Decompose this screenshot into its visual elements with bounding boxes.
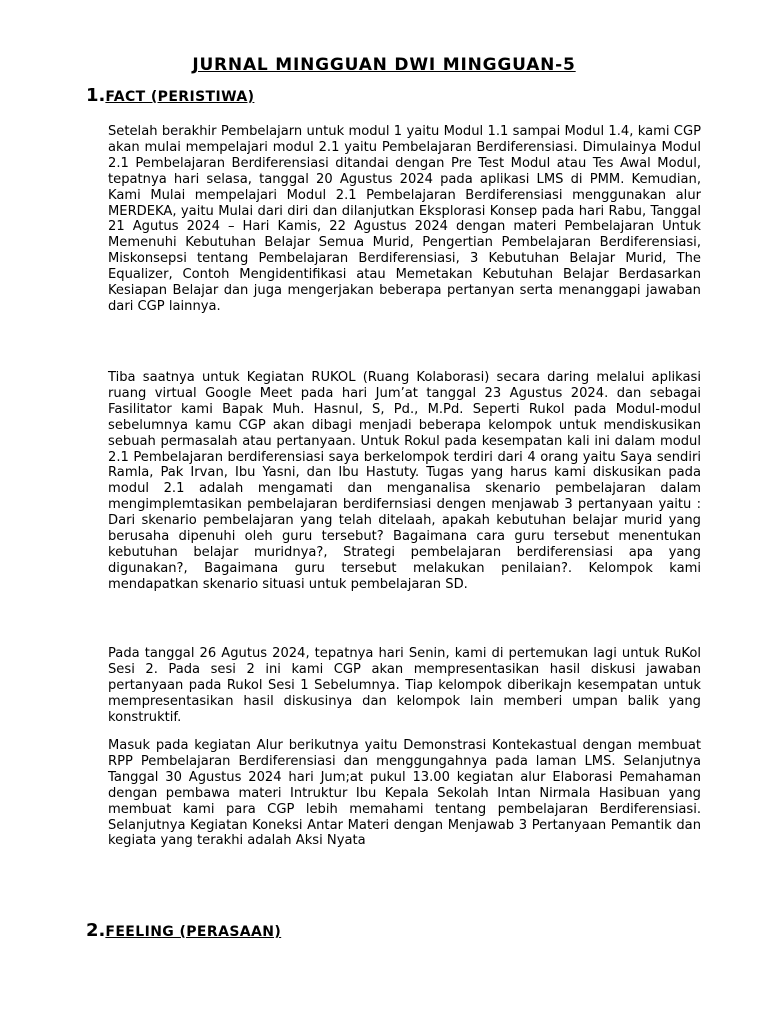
section-heading-fact xyxy=(86,85,254,106)
section-number: 1. xyxy=(86,85,106,106)
section-number: 2. xyxy=(86,920,106,941)
paragraph-rukol-sesi-2: Pada tanggal 26 Agutus 2024, tepatnya hari Senin, kami di pertemukan lagi untuk RuKol Sesi 2. Pada sesi 2 ini kami CGP akan mempresentasikan hasil diskusi jawaban pertanyaan pada Rukol Sesi 1 Sebelumnya. Tiap kelompok diberikajn kesempatan untuk mempresentasikan hasil diskusinya dan kelompok lain memberi umpan balik yang konstruktif. xyxy=(108,646,701,725)
paragraph-demonstrasi-elaborasi: Masuk pada kegiatan Alur berikutnya yaitu Demonstrasi Kontekastual dengan membuat RPP Pembelajaran Berdiferensiasi dan menggungahnya pada laman LMS. Selanjutnya Tanggal 30 Agustus 2024 hari Jum;at pukul 13.00 kegiatan alur Elaborasi Pemahaman dengan pembawa materi Intruktur Ibu Kepala Sekolah Intan Nirmala Hasibuan yang membuat kami para CGP lebih memahami tentang pembelajaran Berdiferensiasi. Selanjutnya Kegiatan Koneksi Antar Materi dengan Menjawab 3 Pertanyaan Pemantik dan kegiata yang terakhi adalah Aksi Nyata xyxy=(108,738,701,849)
section-heading-feeling xyxy=(86,920,281,941)
paragraph-modul-overview: Setelah berakhir Pembelajarn untuk modul 1 yaitu Modul 1.1 sampai Modul 1.4, kami CGP akan mulai mempelajari modul 2.1 yaitu Pembelajaran Berdiferensiasi. Dimulainya Modul 2.1 Pembelajaran Berdiferensiasi ditandai dengan Pre Test Modul atau Tes Awal Modul, tepatnya hari selasa, tanggal 20 Agustus 2024 pada aplikasi LMS di PMM. Kemudian, Kami Mulai mempelajari Modul 2.1 Pembelajaran Berdiferensiasi menggunakan alur MERDEKA, yaitu Mulai dari diri dan dilanjutkan Eksplorasi Konsep pada hari Rabu, Tanggal 21 Agutus 2024 – Hari Kamis, 22 Agustus 2024 dengan materi Pembelajaran Untuk Memenuhi Kebutuhan Belajar Semua Murid, Pengertian Pembelajaran Berdiferensiasi, Miskonsepsi tentang Pembelajaran Berdiferensiasi, 3 Kebutuhan Belajar Murid, The Equalizer, Contoh Mengidentifikasi atau Memetakan Kebutuhan Belajar Berdasarkan Kesiapan Belajar dan juga mengerjakan beberapa pertanyan serta menanggapi jawaban dari CGP lainnya. xyxy=(108,124,701,314)
paragraph-rukol-sesi-1: Tiba saatnya untuk Kegiatan RUKOL (Ruang Kolaborasi) secara daring melalui aplikasi ruang virtual Google Meet pada hari Jum’at tanggal 23 Agustus 2024. dan sebagai Fasilitator kami Bapak Muh. Hasnul, S, Pd., M.Pd. Seperti Rukol pada Modul-modul sebelumnya kamu CGP akan dibagi menjadi beberapa kelompok untuk mendiskusikan sebuah permasalah atau pertanyaan. Untuk Rokul pada kesempatan kali ini dalam modul 2.1 Pembelajaran berdiferensiasi saya berkelompok terdiri dari 4 orang yaitu Saya sendiri Ramla, Pak Irvan, Ibu Yasni, dan Ibu Hastuty. Tugas yang harus kami diskusikan pada modul 2.1 adalah mengamati dan menganalisa skenario pembelajaran dalam mengimplemtasikan pembelajaran berdifernsiasi dengen menjawab 3 pertanyaan yaitu : Dari skenario pembelajaran yang telah ditelaah, apakah kebutuhan belajar murid yang berusaha dipenuhi oleh guru tersebut? Bagaimana cara guru tersebut menentukan kebutuhan belajar muridnya?, Strategi pembelajaran berdiferensiasi apa yang digunakan?, Bagaimana guru tersebut melakukan penilaian?. Kelompok kami mendapatkan skenario situasi untuk pembelajaran SD. xyxy=(108,370,701,592)
section-heading-label: FACT (PERISTIWA) xyxy=(105,89,255,105)
section-heading-label: FEELING (PERASAAN) xyxy=(105,924,282,940)
document-title: JURNAL MINGGUAN DWI MINGGUAN-5 xyxy=(192,55,576,75)
